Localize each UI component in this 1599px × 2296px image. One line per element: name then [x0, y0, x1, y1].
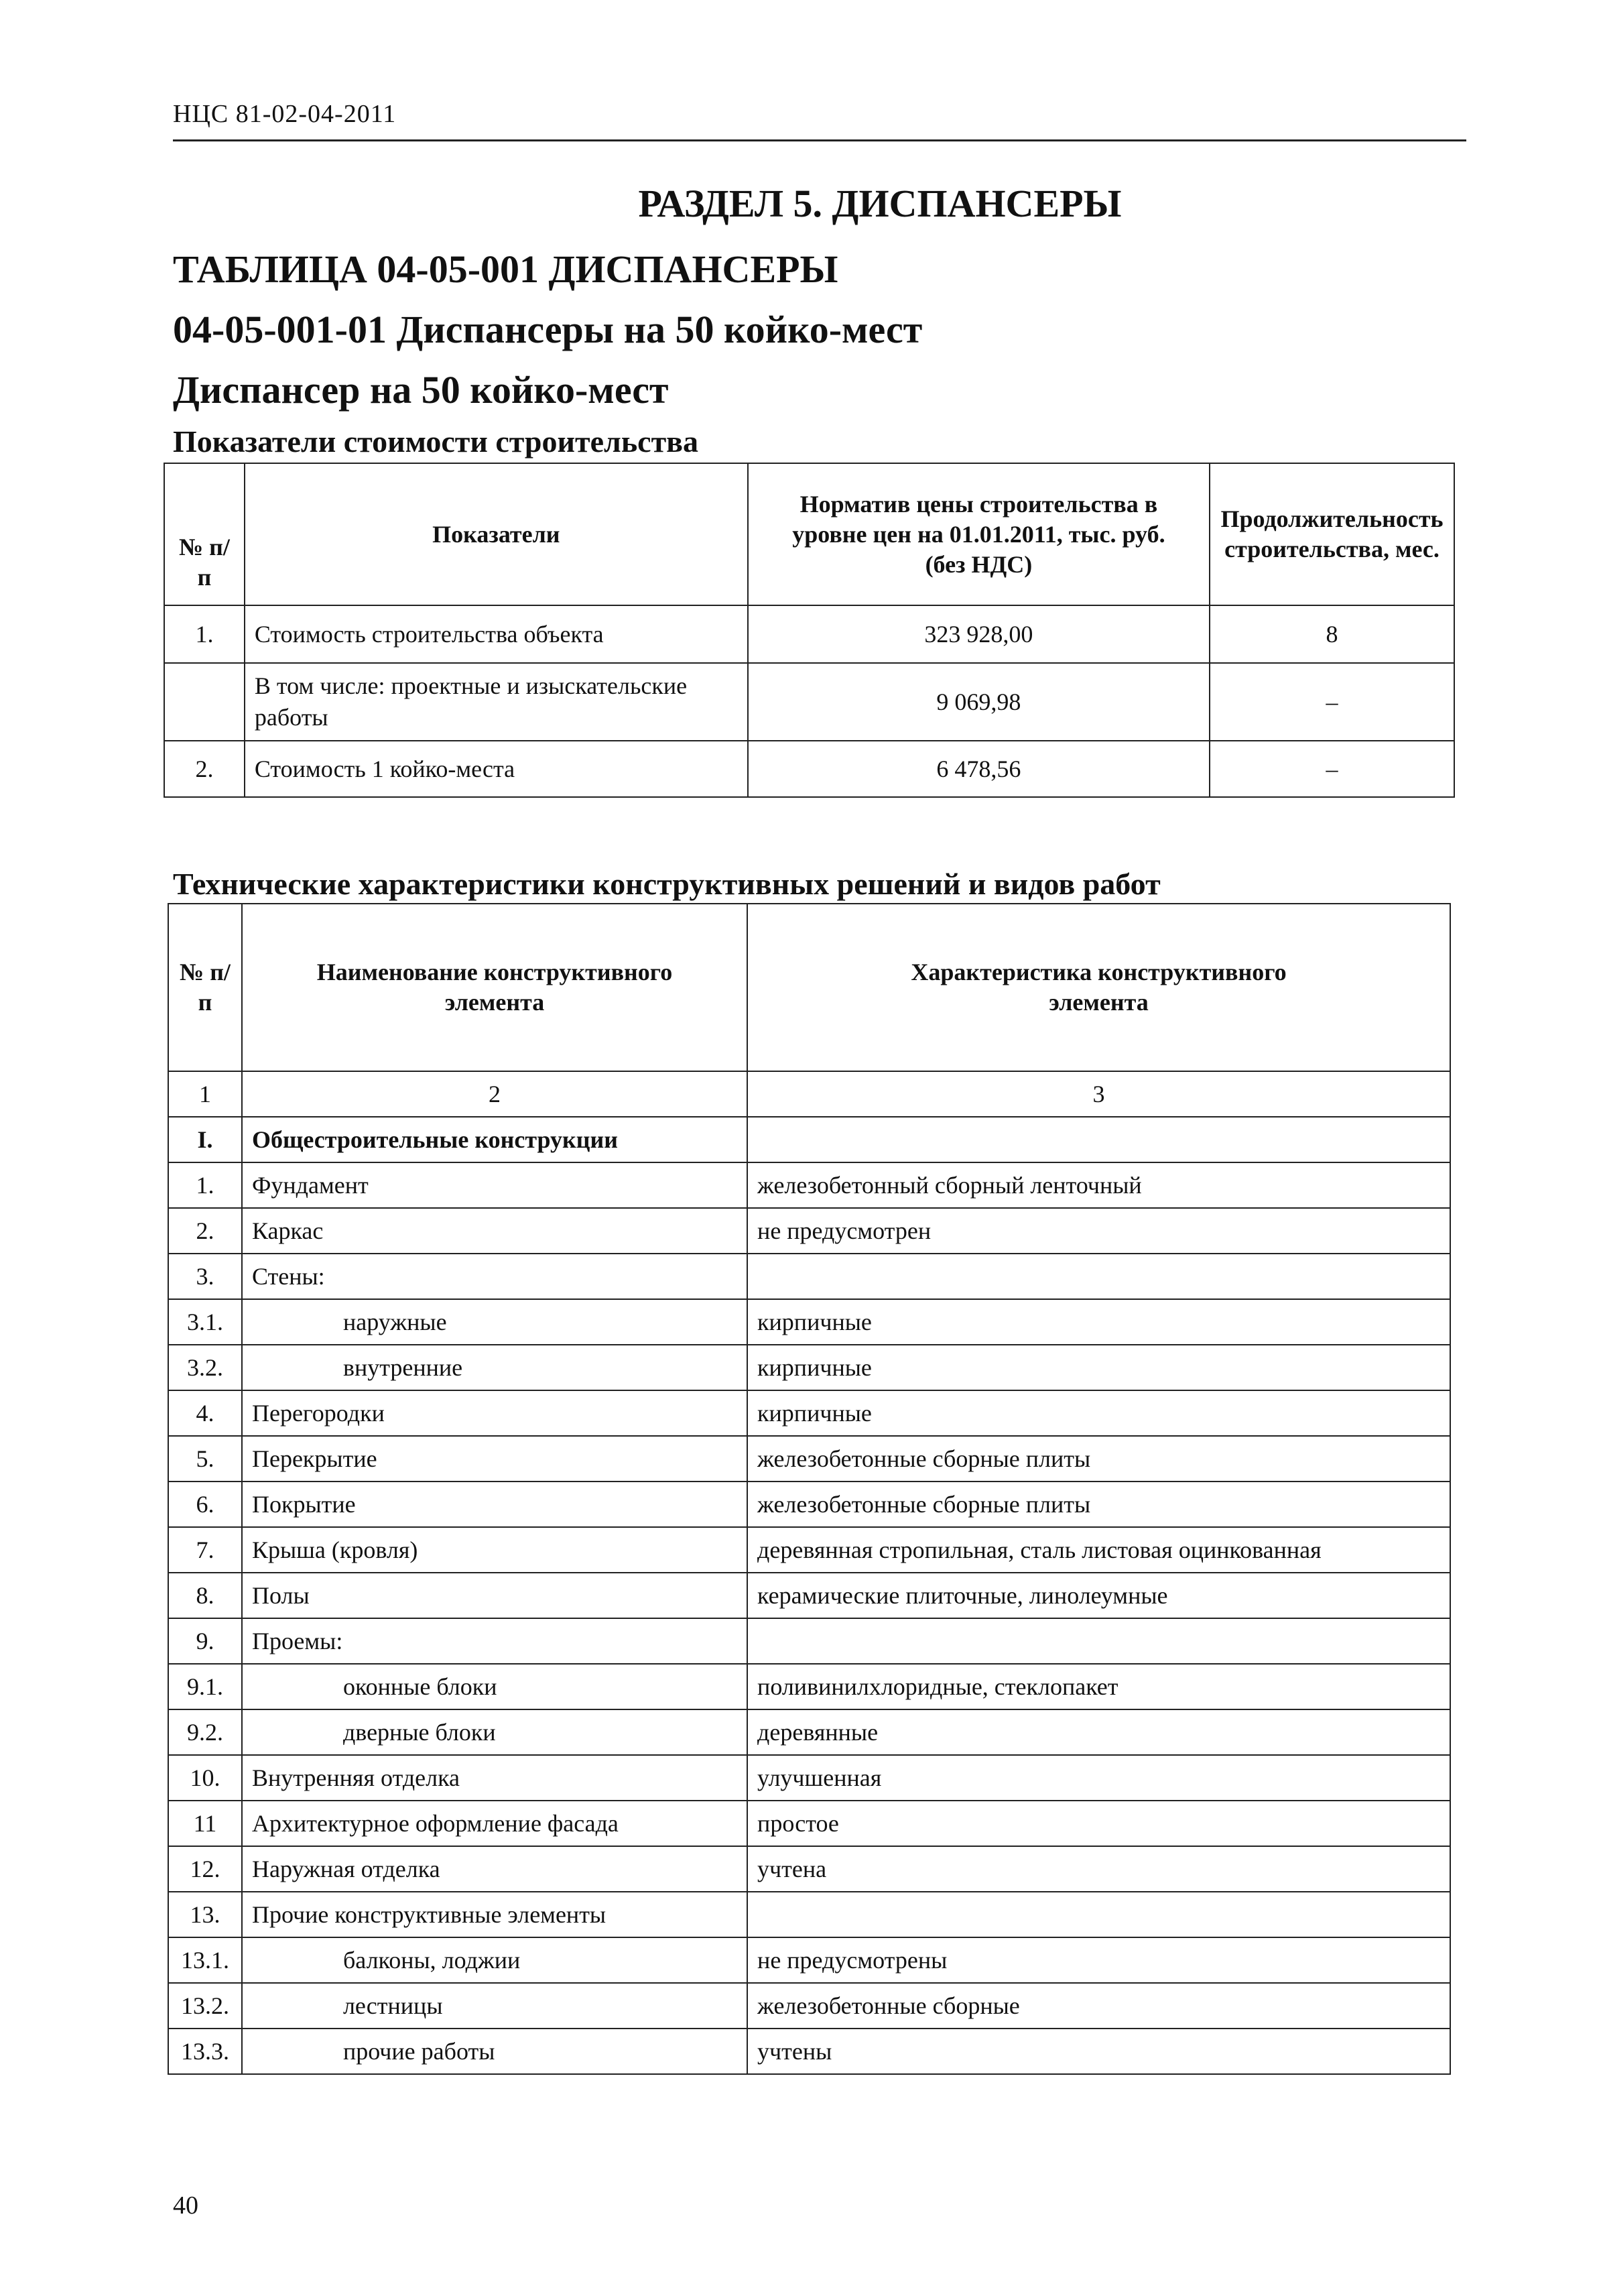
- tech-row-name: Полы: [242, 1573, 747, 1618]
- tech-table-row: [168, 1573, 1450, 1618]
- tech-row-num: 11: [168, 1801, 242, 1846]
- tech-table-row: [168, 1709, 1450, 1755]
- tech-row-name: Архитектурное оформление фасада: [242, 1801, 747, 1846]
- tech-row-characteristic: кирпичные: [747, 1299, 1450, 1345]
- tech-table-row: [168, 1162, 1450, 1208]
- tech-row-num: 13.3.: [168, 2029, 242, 2074]
- tech-row-num: 9.: [168, 1618, 242, 1664]
- tech-table-row: [168, 1208, 1450, 1254]
- tech-row-num: 10.: [168, 1755, 242, 1801]
- page-number: 40: [173, 2191, 198, 2220]
- cost-table-row: [164, 605, 1454, 663]
- tech-table-row: [168, 1117, 1450, 1162]
- tech-row-characteristic: не предусмотрены: [747, 1937, 1450, 1983]
- tech-row-num: 5.: [168, 1436, 242, 1482]
- cost-row-price: 9 069,98: [748, 663, 1210, 741]
- tech-table-row: [168, 1937, 1450, 1983]
- tech-row-name: Перекрытие: [242, 1436, 747, 1482]
- tech-row-num: 9.1.: [168, 1664, 242, 1709]
- tech-table-row: [168, 1482, 1450, 1527]
- tech-table-row: [168, 1527, 1450, 1573]
- cost-row-price: 323 928,00: [748, 605, 1210, 663]
- tech-row-name: дверные блоки: [242, 1709, 747, 1755]
- cost-header-duration: Продолжительность строительства, мес.: [1210, 463, 1454, 605]
- tech-row-name: лестницы: [242, 1983, 747, 2029]
- tech-table-row: [168, 1618, 1450, 1664]
- tech-row-characteristic: [747, 1892, 1450, 1937]
- tech-row-num: 6.: [168, 1482, 242, 1527]
- document-code: НЦС 81-02-04-2011: [173, 100, 397, 128]
- tech-table-row: [168, 1755, 1450, 1801]
- cost-header-price: Норматив цены строительства в уровне цен на 01.01.2011, тыс. руб. (без НДС): [748, 463, 1210, 605]
- tech-row-name: Перегородки: [242, 1390, 747, 1436]
- tech-row-name: Каркас: [242, 1208, 747, 1254]
- cost-row-indicator: Стоимость 1 койко-места: [245, 741, 748, 797]
- tech-table-row: [168, 1846, 1450, 1892]
- cost-table-row: [164, 663, 1454, 741]
- tech-row-name: внутренние: [242, 1345, 747, 1390]
- tech-row-name: Стены:: [242, 1254, 747, 1299]
- tech-row-characteristic: учтена: [747, 1846, 1450, 1892]
- tech-row-num: 13.2.: [168, 1983, 242, 2029]
- tech-colnum-2: 2: [242, 1071, 747, 1117]
- tech-row-num: 3.: [168, 1254, 242, 1299]
- tech-row-name: наружные: [242, 1299, 747, 1345]
- tech-table-caption: Технические характеристики конструктивных решений и видов работ: [173, 867, 1161, 901]
- cost-header-indicator: Показатели: [245, 463, 748, 605]
- table-title: ТАБЛИЦА 04-05-001 ДИСПАНСЕРЫ: [173, 247, 838, 291]
- tech-table-row: [168, 1299, 1450, 1345]
- cost-table-row: [164, 741, 1454, 797]
- cost-table: [164, 463, 1455, 798]
- tech-row-characteristic: [747, 1117, 1450, 1162]
- tech-row-num: I.: [168, 1117, 242, 1162]
- tech-table-row: [168, 1436, 1450, 1482]
- tech-table-row: [168, 1983, 1450, 2029]
- cost-row-duration: –: [1210, 663, 1454, 741]
- tech-row-characteristic: учтены: [747, 2029, 1450, 2074]
- tech-row-characteristic: кирпичные: [747, 1345, 1450, 1390]
- tech-row-num: 13.: [168, 1892, 242, 1937]
- tech-row-characteristic: улучшенная: [747, 1755, 1450, 1801]
- tech-row-characteristic: железобетонные сборные: [747, 1983, 1450, 2029]
- tech-row-characteristic: кирпичные: [747, 1390, 1450, 1436]
- tech-row-num: 3.1.: [168, 1299, 242, 1345]
- tech-row-num: 7.: [168, 1527, 242, 1573]
- cost-row-num: 2.: [164, 741, 245, 797]
- tech-row-num: 9.2.: [168, 1709, 242, 1755]
- tech-table-row: [168, 1390, 1450, 1436]
- tech-row-name: Прочие конструктивные элементы: [242, 1892, 747, 1937]
- tech-header-num: № п/п: [168, 904, 242, 1071]
- tech-row-name: Фундамент: [242, 1162, 747, 1208]
- tech-row-name: балконы, лоджии: [242, 1937, 747, 1983]
- tech-row-name: Общестроительные конструкции: [242, 1117, 747, 1162]
- tech-row-num: 4.: [168, 1390, 242, 1436]
- section-title: РАЗДЕЛ 5. ДИСПАНСЕРЫ: [638, 182, 1122, 225]
- tech-row-num: 13.1.: [168, 1937, 242, 1983]
- tech-row-characteristic: поливинилхлоридные, стеклопакет: [747, 1664, 1450, 1709]
- tech-colnum-1: 1: [168, 1071, 242, 1117]
- tech-row-characteristic: железобетонные сборные плиты: [747, 1482, 1450, 1527]
- cost-row-indicator: В том числе: проектные и изыскательские работы: [245, 663, 748, 741]
- tech-table-row: [168, 1801, 1450, 1846]
- tech-row-characteristic: деревянная стропильная, сталь листовая оцинкованная: [747, 1527, 1450, 1573]
- cost-table-caption: Показатели стоимости строительства: [173, 424, 699, 459]
- subtable-title: 04-05-001-01 Диспансеры на 50 койко-мест: [173, 308, 923, 351]
- tech-row-characteristic: [747, 1618, 1450, 1664]
- tech-row-characteristic: [747, 1254, 1450, 1299]
- tech-row-characteristic: керамические плиточные, линолеумные: [747, 1573, 1450, 1618]
- tech-row-num: 1.: [168, 1162, 242, 1208]
- tech-row-name: прочие работы: [242, 2029, 747, 2074]
- tech-table-row: [168, 1254, 1450, 1299]
- tech-row-name: Наружная отделка: [242, 1846, 747, 1892]
- tech-row-num: 3.2.: [168, 1345, 242, 1390]
- cost-row-num: 1.: [164, 605, 245, 663]
- tech-table-row: [168, 1664, 1450, 1709]
- tech-row-name: Проемы:: [242, 1618, 747, 1664]
- tech-row-characteristic: простое: [747, 1801, 1450, 1846]
- tech-colnum-3: 3: [747, 1071, 1450, 1117]
- cost-row-indicator: Стоимость строительства объекта: [245, 605, 748, 663]
- cost-header-num: № п/п: [164, 463, 245, 605]
- tech-table: [168, 903, 1451, 2075]
- tech-row-num: 8.: [168, 1573, 242, 1618]
- tech-table-row: [168, 2029, 1450, 2074]
- tech-row-name: оконные блоки: [242, 1664, 747, 1709]
- tech-row-name: Крыша (кровля): [242, 1527, 747, 1573]
- tech-row-name: Внутренняя отделка: [242, 1755, 747, 1801]
- tech-table-row: [168, 1345, 1450, 1390]
- object-title: Диспансер на 50 койко-мест: [173, 368, 669, 412]
- cost-row-price: 6 478,56: [748, 741, 1210, 797]
- tech-row-characteristic: железобетонный сборный ленточный: [747, 1162, 1450, 1208]
- cost-row-num: [164, 663, 245, 741]
- tech-header-name: Наименование конструктивного элемента: [242, 904, 747, 1071]
- cost-row-duration: –: [1210, 741, 1454, 797]
- tech-table-row: [168, 1892, 1450, 1937]
- tech-row-characteristic: не предусмотрен: [747, 1208, 1450, 1254]
- tech-row-num: 2.: [168, 1208, 242, 1254]
- tech-row-name: Покрытие: [242, 1482, 747, 1527]
- tech-row-num: 12.: [168, 1846, 242, 1892]
- cost-row-duration: 8: [1210, 605, 1454, 663]
- tech-row-characteristic: железобетонные сборные плиты: [747, 1436, 1450, 1482]
- header-rule: [173, 139, 1466, 141]
- tech-row-characteristic: деревянные: [747, 1709, 1450, 1755]
- tech-header-characteristic: Характеристика конструктивного элемента: [747, 904, 1450, 1071]
